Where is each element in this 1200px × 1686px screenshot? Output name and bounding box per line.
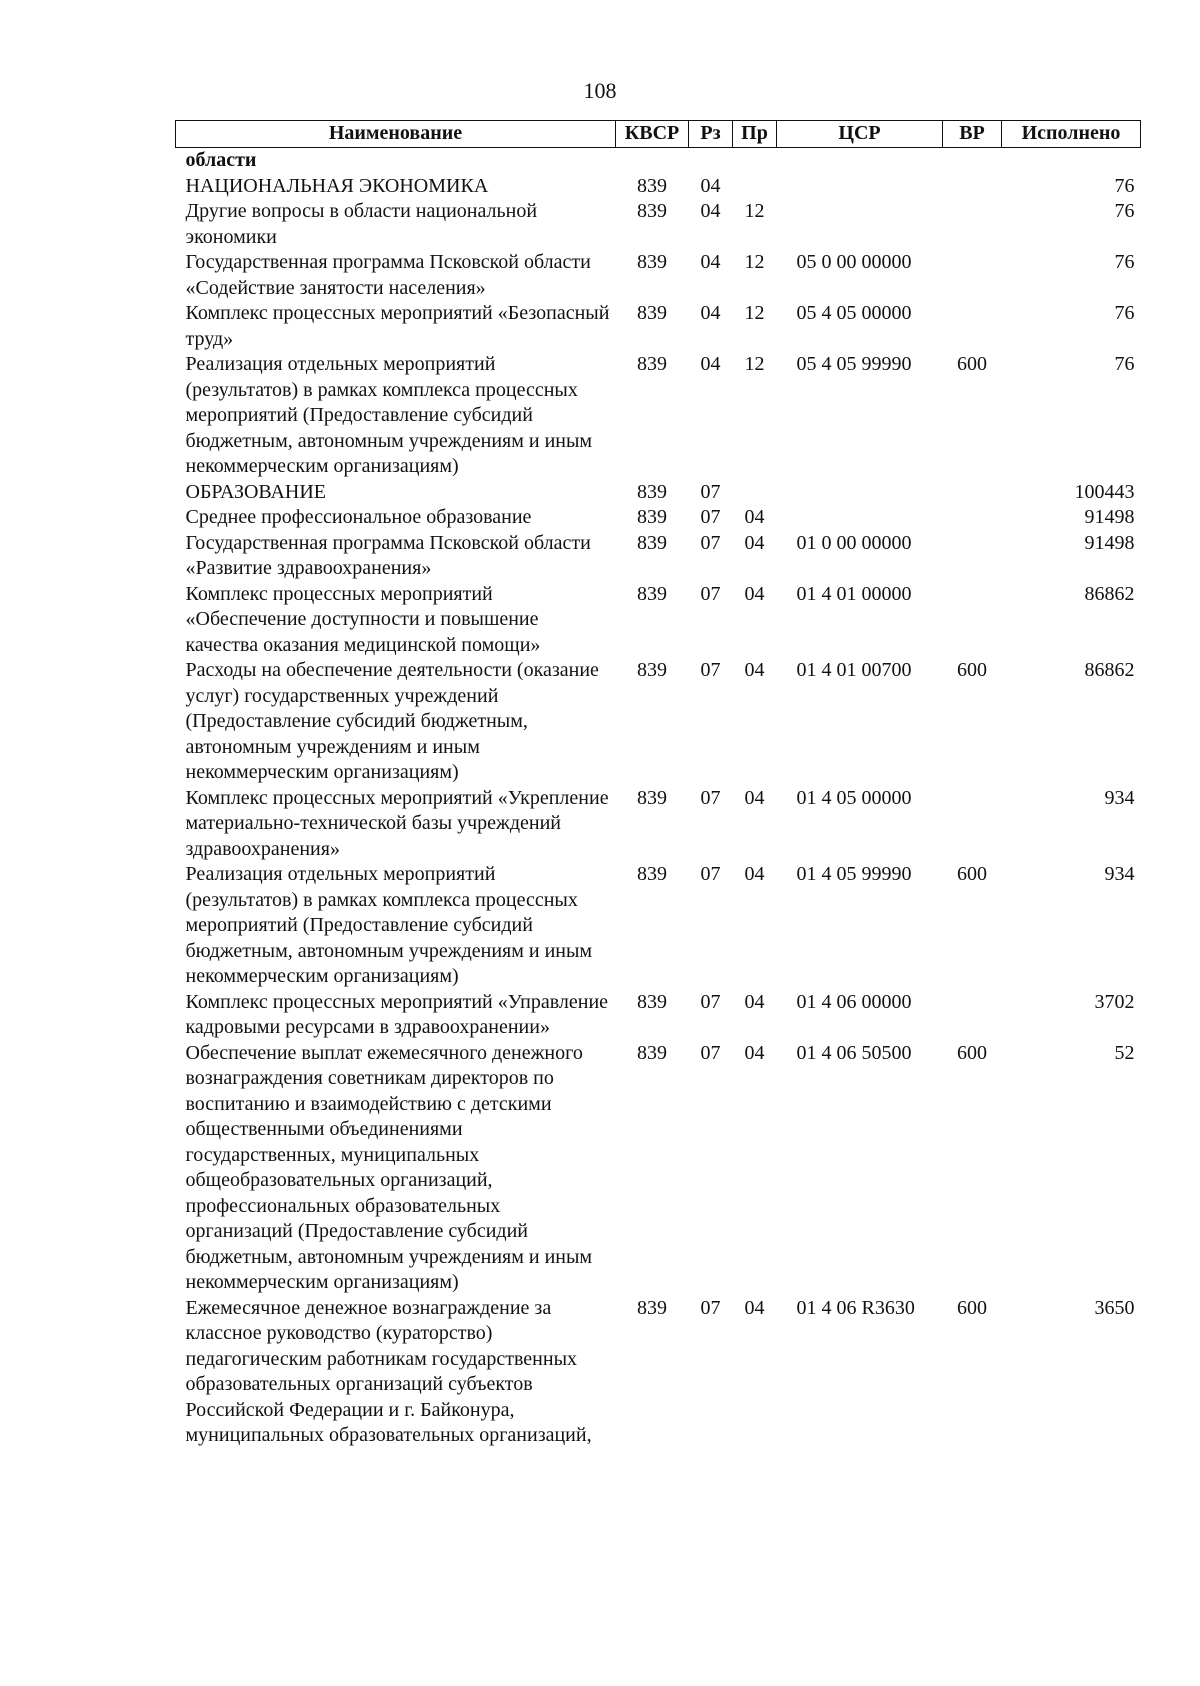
- cell-rz: 04: [700, 200, 721, 222]
- cell-rz: 07: [700, 531, 721, 554]
- cell-pr: 04: [744, 1296, 765, 1319]
- cell-vr: [943, 786, 1002, 863]
- cell-kvsr: 839: [637, 1296, 667, 1319]
- cell-kvsr: 839: [637, 302, 667, 324]
- cell-name: Обеспечение выплат ежемесячного денежного вознаграждения советникам директоров по воспитанию и взаимодействию с детскими общественными объединениями государственных, муниципальных общеобразовательных организаций, профессиональных образовательных организаций (Предоставление субсидий бюджетным, автономным учреждениям и иным некоммерческим организациям): [185, 1041, 593, 1293]
- cell-name: Комплекс процессных мероприятий «Укрепление материально-технической базы учреждений здравоохранения»: [185, 786, 609, 860]
- cell-csr: 01 4 05 99990: [796, 863, 912, 885]
- table-row: [176, 352, 1141, 480]
- cell-vr: 600: [957, 353, 987, 375]
- cell-kvsr: [616, 148, 689, 174]
- cell-csr: [777, 199, 943, 250]
- table-row: [176, 301, 1141, 352]
- cell-csr: 05 4 05 00000: [796, 302, 912, 324]
- cell-rz: 04: [700, 353, 721, 375]
- table-row: [176, 250, 1141, 301]
- table-row: [176, 786, 1141, 863]
- cell-name: ОБРАЗОВАНИЕ: [185, 480, 327, 503]
- cell-csr: 01 0 00 00000: [796, 531, 912, 554]
- cell-vr: [943, 250, 1002, 301]
- cell-name: Другие вопросы в области национальной экономики: [185, 200, 538, 248]
- cell-rz: 07: [700, 863, 721, 885]
- cell-rz: 04: [700, 174, 721, 197]
- cell-pr: [733, 174, 777, 200]
- cell-csr: 01 4 06 00000: [796, 990, 912, 1013]
- cell-vr: [943, 148, 1002, 174]
- cell-csr: [777, 480, 943, 506]
- cell-sum: [1002, 148, 1141, 174]
- cell-kvsr: 839: [637, 863, 667, 885]
- cell-name: Расходы на обеспечение деятельности (оказание услуг) государственных учреждений (Предоставление субсидий бюджетным, автономным учреждениям и иным некоммерческим организациям): [185, 659, 599, 783]
- table-row: [176, 582, 1141, 659]
- cell-sum: 91498: [1084, 531, 1135, 554]
- cell-pr: 04: [744, 863, 765, 885]
- header-rz: Рз: [689, 121, 733, 148]
- page-number: 108: [583, 78, 617, 103]
- table-row: [176, 199, 1141, 250]
- cell-pr: 04: [744, 990, 765, 1013]
- cell-pr: 12: [744, 302, 765, 324]
- cell-kvsr: 839: [637, 251, 667, 273]
- cell-rz: 07: [700, 990, 721, 1013]
- cell-kvsr: 839: [637, 506, 667, 528]
- cell-rz: 07: [700, 582, 721, 605]
- cell-sum: 100443: [1074, 480, 1135, 503]
- cell-pr: [733, 480, 777, 506]
- cell-vr: 600: [957, 659, 987, 681]
- cell-sum: 91498: [1084, 506, 1135, 528]
- cell-name: области: [185, 149, 257, 171]
- cell-kvsr: 839: [637, 990, 667, 1013]
- table-row: [176, 862, 1141, 990]
- table-row: [176, 1041, 1141, 1296]
- cell-csr: 01 4 01 00000: [796, 582, 912, 605]
- table-row: [176, 148, 1141, 174]
- cell-rz: [689, 148, 733, 174]
- cell-rz: 04: [700, 302, 721, 324]
- cell-csr: 01 4 05 00000: [796, 786, 912, 809]
- budget-table-container: [175, 120, 1140, 1449]
- cell-sum: 76: [1114, 302, 1135, 324]
- cell-pr: [733, 148, 777, 174]
- cell-name: Ежемесячное денежное вознаграждение за классное руководство (кураторство) педагогическим работникам государственных образовательных организаций субъектов Российской Федерации и г. Байконура, муниципальных образовательных организаций,: [185, 1296, 592, 1446]
- cell-vr: [943, 199, 1002, 250]
- cell-kvsr: 839: [637, 480, 667, 503]
- cell-kvsr: 839: [637, 1041, 667, 1064]
- table-body: [176, 148, 1141, 1449]
- cell-pr: 04: [744, 786, 765, 809]
- cell-pr: 12: [744, 200, 765, 222]
- table-row: [176, 505, 1141, 531]
- header-vr: ВР: [943, 121, 1002, 148]
- cell-sum: 3650: [1094, 1296, 1135, 1319]
- cell-vr: [943, 505, 1002, 531]
- cell-pr: 04: [744, 506, 765, 528]
- header-pr: Пр: [733, 121, 777, 148]
- header-row: [176, 121, 1141, 148]
- table-row: [176, 531, 1141, 582]
- cell-rz: 04: [700, 251, 721, 273]
- cell-pr: 12: [744, 251, 765, 273]
- cell-kvsr: 839: [637, 659, 667, 681]
- cell-sum: 934: [1104, 863, 1135, 885]
- cell-pr: 04: [744, 1041, 765, 1064]
- cell-rz: 07: [700, 506, 721, 528]
- cell-rz: 07: [700, 1041, 721, 1064]
- cell-rz: 07: [700, 480, 721, 503]
- cell-sum: 52: [1114, 1041, 1135, 1064]
- cell-sum: 76: [1114, 174, 1135, 197]
- cell-vr: [943, 582, 1002, 659]
- cell-csr: [777, 174, 943, 200]
- cell-pr: 04: [744, 531, 765, 554]
- cell-vr: [943, 174, 1002, 200]
- cell-pr: 12: [744, 353, 765, 375]
- cell-pr: 04: [744, 582, 765, 605]
- cell-name: Реализация отдельных мероприятий (результатов) в рамках комплекса процессных мероприятий (Предоставление субсидий бюджетным, автономным учреждениям и иным некоммерческим организациям): [185, 353, 593, 477]
- cell-vr: [943, 990, 1002, 1041]
- cell-vr: 600: [957, 1296, 987, 1319]
- table-row: [176, 1296, 1141, 1449]
- cell-kvsr: 839: [637, 582, 667, 605]
- cell-rz: 07: [700, 659, 721, 681]
- table-row: [176, 990, 1141, 1041]
- cell-sum: 76: [1114, 200, 1135, 222]
- cell-csr: [777, 148, 943, 174]
- cell-pr: 04: [744, 659, 765, 681]
- header-csr: ЦСР: [777, 121, 943, 148]
- table-row: [176, 174, 1141, 200]
- cell-kvsr: 839: [637, 200, 667, 222]
- cell-csr: 05 0 00 00000: [796, 251, 912, 273]
- cell-rz: 07: [700, 786, 721, 809]
- header-sum: Исполнено: [1002, 121, 1141, 148]
- budget-table: [175, 120, 1141, 1449]
- cell-sum: 76: [1114, 251, 1135, 273]
- cell-name: Среднее профессиональное образование: [185, 506, 532, 528]
- cell-name: Реализация отдельных мероприятий (результатов) в рамках комплекса процессных мероприятий (Предоставление субсидий бюджетным, автономным учреждениям и иным некоммерческим организациям): [185, 863, 593, 987]
- cell-kvsr: 839: [637, 531, 667, 554]
- cell-csr: 01 4 06 50500: [796, 1041, 912, 1064]
- cell-kvsr: 839: [637, 353, 667, 375]
- cell-csr: [777, 505, 943, 531]
- cell-csr: 01 4 01 00700: [796, 659, 912, 681]
- cell-vr: [943, 480, 1002, 506]
- header-name: Наименование: [176, 121, 616, 148]
- cell-name: Государственная программа Псковской области «Развитие здравоохранения»: [185, 531, 591, 579]
- cell-csr: 05 4 05 99990: [796, 353, 912, 375]
- cell-sum: 3702: [1094, 990, 1135, 1013]
- table-header: [176, 121, 1141, 148]
- cell-name: Государственная программа Псковской области «Содействие занятости населения»: [185, 251, 591, 299]
- header-kvsr: КВСР: [616, 121, 689, 148]
- cell-name: Комплекс процессных мероприятий «Безопасный труд»: [185, 302, 610, 350]
- cell-sum: 86862: [1084, 659, 1135, 681]
- cell-vr: 600: [957, 863, 987, 885]
- cell-sum: 86862: [1084, 582, 1135, 605]
- cell-name: Комплекс процессных мероприятий «Обеспечение доступности и повышение качества оказания медицинской помощи»: [185, 582, 541, 656]
- cell-vr: 600: [957, 1041, 987, 1064]
- cell-name: НАЦИОНАЛЬНАЯ ЭКОНОМИКА: [185, 174, 489, 197]
- cell-name: Комплекс процессных мероприятий «Управление кадровыми ресурсами в здравоохранении»: [185, 990, 609, 1038]
- cell-kvsr: 839: [637, 786, 667, 809]
- cell-vr: [943, 531, 1002, 582]
- cell-kvsr: 839: [637, 174, 667, 197]
- cell-vr: [943, 301, 1002, 352]
- cell-rz: 07: [700, 1296, 721, 1319]
- cell-sum: 76: [1114, 353, 1135, 375]
- table-row: [176, 480, 1141, 506]
- cell-sum: 934: [1104, 786, 1135, 809]
- table-row: [176, 658, 1141, 786]
- cell-csr: 01 4 06 R3630: [796, 1296, 915, 1319]
